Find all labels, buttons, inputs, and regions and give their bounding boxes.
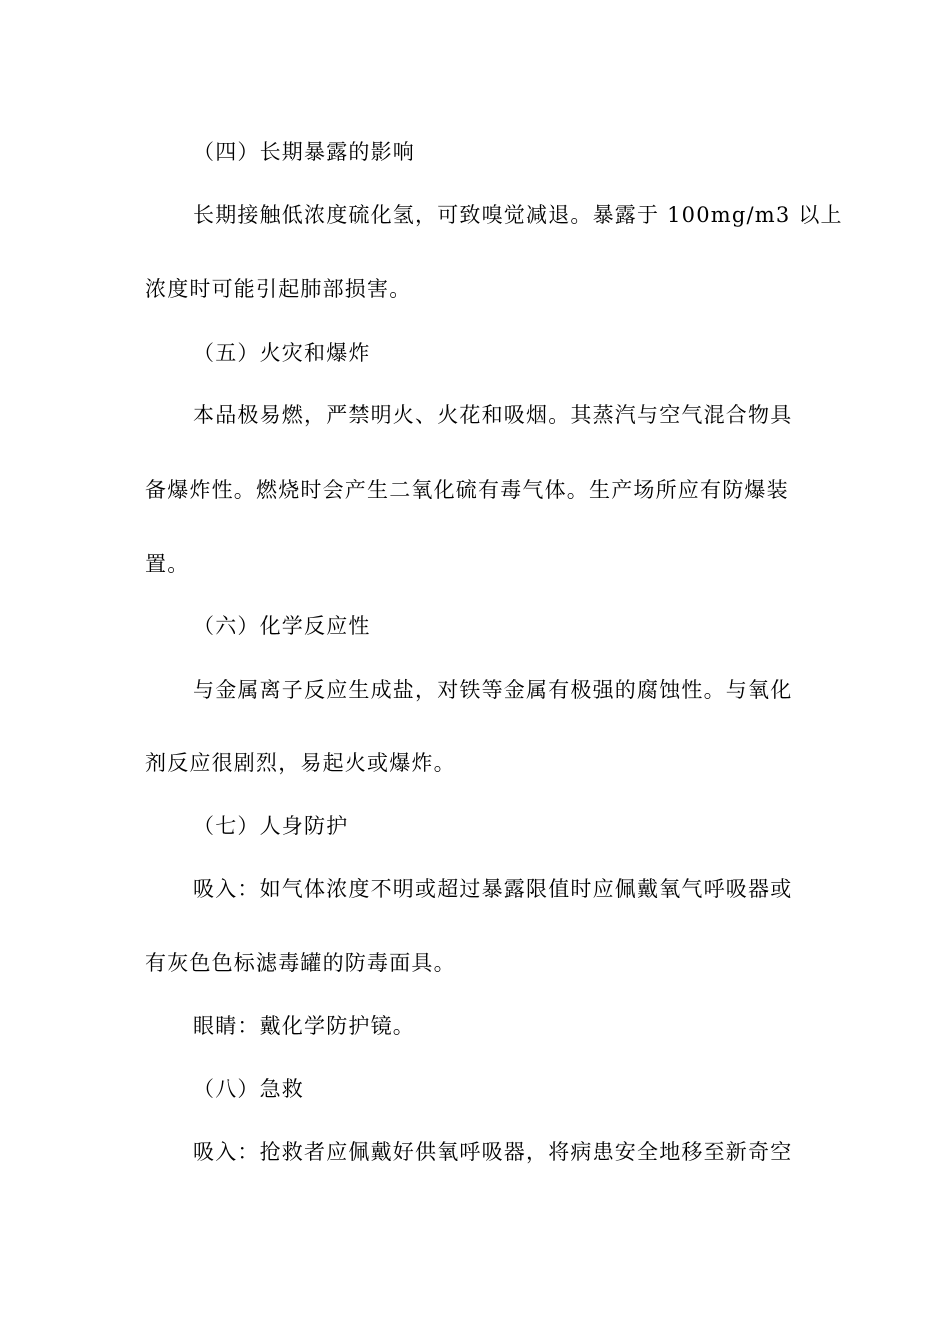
paragraph-line: 本品极易燃，严禁明火、火花和吸烟。其蒸汽与空气混合物具 bbox=[193, 403, 793, 427]
paragraph-line: 剂反应很剧烈，易起火或爆炸。 bbox=[145, 751, 456, 775]
paragraph-line: 眼睛：戴化学防护镜。 bbox=[193, 1014, 415, 1038]
section-heading-6: （六）化学反应性 bbox=[193, 614, 371, 638]
section-heading-8: （八）急救 bbox=[193, 1077, 304, 1101]
paragraph-line: 有灰色色标滤毒罐的防毒面具。 bbox=[145, 951, 456, 975]
paragraph-line: 置。 bbox=[145, 552, 190, 576]
section-heading-4: （四）长期暴露的影响 bbox=[193, 140, 415, 164]
section-heading-5: （五）火灾和爆炸 bbox=[193, 341, 371, 365]
paragraph-line: 备爆炸性。燃烧时会产生二氧化硫有毒气体。生产场所应有防爆装 bbox=[145, 478, 789, 502]
paragraph-line: 吸入：抢救者应佩戴好供氧呼吸器，将病患安全地移至新奇空 bbox=[193, 1140, 793, 1164]
paragraph-line: 长期接触低浓度硫化氢，可致嗅觉减退。暴露于 100mg/m3 以上 bbox=[193, 203, 843, 227]
paragraph-line: 吸入：如气体浓度不明或超过暴露限值时应佩戴氧气呼吸器或 bbox=[193, 877, 793, 901]
section-heading-7: （七）人身防护 bbox=[193, 814, 349, 838]
paragraph-line: 浓度时可能引起肺部损害。 bbox=[145, 277, 412, 301]
paragraph-line: 与金属离子反应生成盐，对铁等金属有极强的腐蚀性。与氧化 bbox=[193, 678, 793, 702]
